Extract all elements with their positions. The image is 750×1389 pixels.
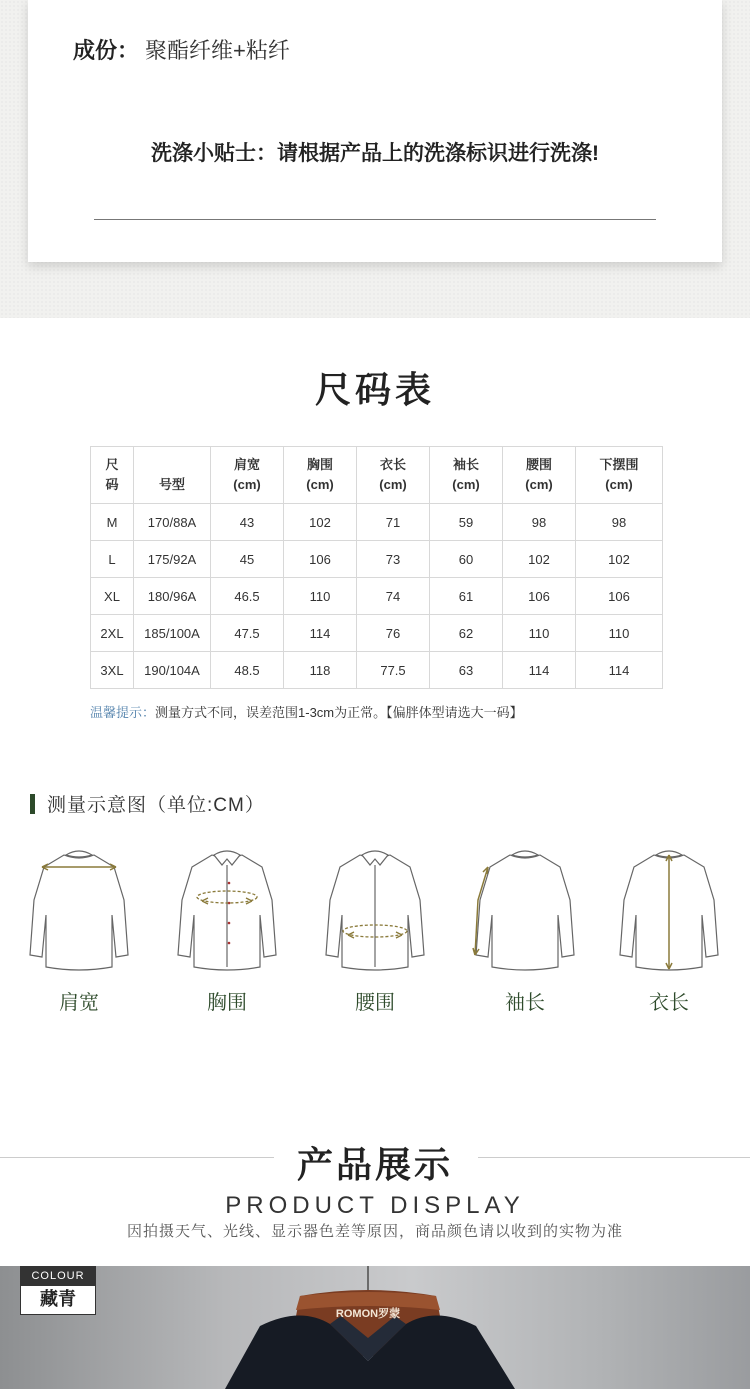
header-cell: 衣长 (cm) [357, 447, 430, 504]
size-table-header [91, 447, 663, 504]
composition [73, 34, 290, 65]
table-cell: 106 [576, 578, 663, 615]
table-cell: 102 [284, 504, 357, 541]
header-cell: 肩宽 (cm) [211, 447, 284, 504]
shirt-on-hanger-image [0, 1266, 750, 1389]
waist-icon [320, 845, 430, 975]
table-cell: 76 [357, 615, 430, 652]
table-cell: 77.5 [357, 652, 430, 689]
table-cell: 102 [576, 541, 663, 578]
table-cell: 3XL [91, 652, 134, 689]
table-cell: 62 [430, 615, 503, 652]
size-tip [90, 702, 523, 721]
card-divider [94, 219, 656, 220]
table-cell: 47.5 [211, 615, 284, 652]
table-cell: 59 [430, 504, 503, 541]
table-cell: 110 [576, 615, 663, 652]
product-subtitle: PRODUCT DISPLAY [225, 1192, 525, 1219]
header-cell: 腰围 (cm) [503, 447, 576, 504]
sleeve-length-icon [470, 845, 580, 975]
measure-title [30, 790, 265, 817]
measure-title-bar [30, 794, 35, 814]
measure-label-length: 衣长 [649, 992, 689, 1014]
measure-label-shoulder: 肩宽 [59, 992, 99, 1014]
table-cell: 102 [503, 541, 576, 578]
table-cell: 2XL [91, 615, 134, 652]
info-card [28, 0, 722, 262]
table-cell: 110 [503, 615, 576, 652]
table-cell: 73 [357, 541, 430, 578]
table-cell: XL [91, 578, 134, 615]
wash-tip: 洗涤小贴士：请根据产品上的洗涤标识进行洗涤! [151, 142, 599, 165]
table-cell: 106 [503, 578, 576, 615]
shoulder-width-icon [24, 845, 134, 975]
table-cell: 170/88A [134, 504, 211, 541]
colour-tag: COLOUR [21, 1267, 95, 1286]
hanger-brand: ROMON罗蒙 [335, 1308, 401, 1320]
composition-value: 聚酯纤维+粘纤 [145, 38, 290, 63]
table-cell: 106 [284, 541, 357, 578]
table-row [91, 504, 663, 541]
product-photo [0, 1266, 750, 1389]
table-row [91, 652, 663, 689]
table-cell: 48.5 [211, 652, 284, 689]
table-cell: 46.5 [211, 578, 284, 615]
measure-label-waist: 腰围 [355, 992, 395, 1014]
table-cell: 74 [357, 578, 430, 615]
table-cell: 43 [211, 504, 284, 541]
table-cell: 98 [576, 504, 663, 541]
table-cell: 71 [357, 504, 430, 541]
measure-title-text: 测量示意图（单位:CM） [47, 795, 265, 816]
table-cell: 114 [503, 652, 576, 689]
colour-name: 藏青 [40, 1289, 76, 1310]
measure-label-chest: 胸围 [207, 992, 247, 1014]
table-cell: 114 [284, 615, 357, 652]
table-cell: 180/96A [134, 578, 211, 615]
table-row [91, 615, 663, 652]
chest-icon [172, 845, 282, 975]
header-cell: 下摆围 (cm) [576, 447, 663, 504]
product-title: 产品展示 [296, 1144, 453, 1185]
header-cell: 袖长 (cm) [430, 447, 503, 504]
size-table [90, 446, 663, 689]
table-cell: 110 [284, 578, 357, 615]
header-cell: 号型 [134, 447, 211, 504]
table-cell: 63 [430, 652, 503, 689]
product-note: 因拍摄天气、光线、显示器色差等原因，商品颜色请以收到的实物为准 [126, 1223, 623, 1240]
table-row [91, 541, 663, 578]
table-cell: 60 [430, 541, 503, 578]
size-chart-title: 尺码表 [314, 369, 435, 410]
table-cell: 61 [430, 578, 503, 615]
composition-label: 成份： [73, 38, 140, 63]
table-cell: 190/104A [134, 652, 211, 689]
table-cell: 45 [211, 541, 284, 578]
table-cell: 118 [284, 652, 357, 689]
colour-badge [20, 1266, 96, 1315]
table-cell: M [91, 504, 134, 541]
table-cell: 175/92A [134, 541, 211, 578]
table-cell: 98 [503, 504, 576, 541]
header-cell: 胸围 (cm) [284, 447, 357, 504]
table-cell: 185/100A [134, 615, 211, 652]
table-cell: 114 [576, 652, 663, 689]
size-tip-label: 温馨提示： [90, 705, 156, 720]
measure-label-sleeve: 袖长 [505, 992, 545, 1014]
table-cell: L [91, 541, 134, 578]
size-tip-text: 测量方式不同，误差范围1-3cm为正常。【偏胖体型请选大一码】 [155, 705, 523, 720]
header-cell: 尺 码 [91, 447, 134, 504]
table-row [91, 578, 663, 615]
garment-length-icon [614, 845, 724, 975]
